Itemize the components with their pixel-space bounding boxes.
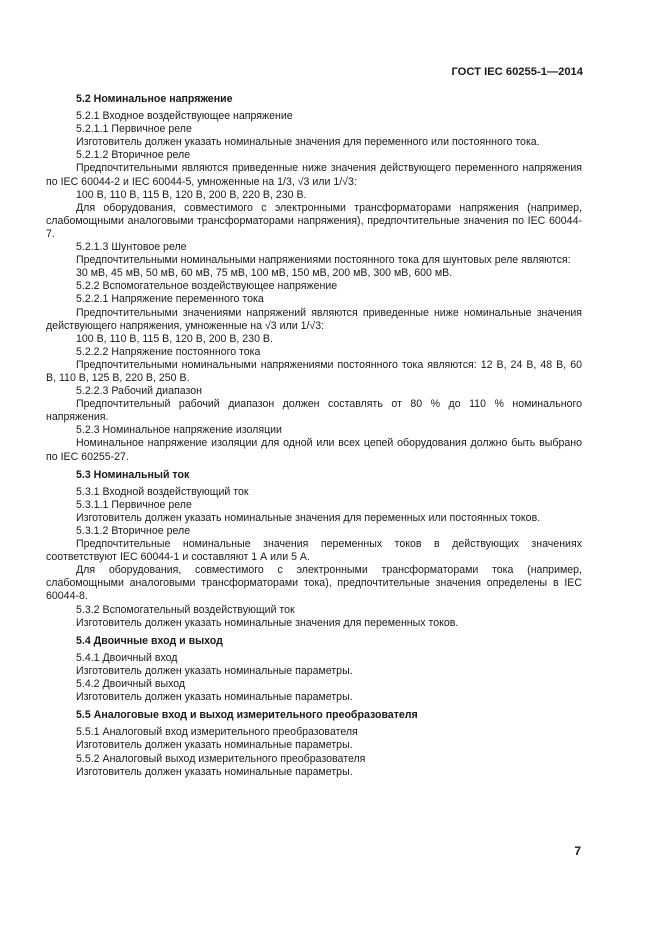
section-heading: 5.4 Двоичные вход и выход (76, 634, 223, 647)
paragraph: Изготовитель должен указать номинальные значения для переменного или постоянного тока. (76, 136, 540, 149)
paragraph: 5.2.1.3 Шунтовое реле (76, 241, 187, 254)
paragraph: Для оборудования, совместимого с электронными трансформаторами напряжения (например, слабомощными аналоговыми трансформаторами напряжения), предпочтительные значения по IEC 60044-7. (46, 201, 582, 240)
paragraph: 100 В, 110 В, 115 В, 120 В, 200 В, 220 В, 230 В. (76, 188, 307, 201)
paragraph: Изготовитель должен указать номинальные параметры. (76, 691, 353, 704)
paragraph: Изготовитель должен указать номинальные значения для переменных или постоянных токов. (76, 511, 541, 524)
paragraph: 5.3.1 Входной воздействующий ток (76, 485, 249, 498)
page-number: 7 (574, 844, 581, 858)
paragraph: 5.5.1 Аналоговый вход измерительного преобразователя (76, 726, 358, 739)
paragraph: Предпочтительный рабочий диапазон должен составлять от 80 % до 110 % номинального напряжения. (46, 398, 582, 424)
paragraph: 5.3.1.1 Первичное реле (76, 498, 192, 511)
paragraph: 100 В, 110 В, 115 В, 120 В, 200 В, 230 В. (76, 332, 273, 345)
paragraph: Предпочтительными номинальными напряжениями постоянного тока являются: 12 В, 24 В, 48 В, 60 В, 110 В, 125 В, 220 В, 250 В. (46, 358, 582, 384)
paragraph: 5.3.1.2 Вторичное реле (76, 525, 191, 537)
paragraph: 5.2.2.1 Напряжение переменного тока (76, 293, 264, 306)
document-body (46, 93, 582, 779)
section-heading: 5.2 Номинальное напряжение (76, 93, 233, 105)
paragraph: 5.3.2 Вспомогательный воздействующий ток (76, 603, 295, 616)
paragraph: Предпочтительными значениями напряжений являются приведенные ниже номинальные значения действующего напряжения, умноженные на √3 или 1/√3: (46, 306, 582, 332)
paragraph: Предпочтительные номинальные значения переменных токов в действующих значениях соответствуют IEC 60044-1 и составляют 1 А или 5 А. (46, 538, 582, 564)
paragraph: 5.2.3 Номинальное напряжение изоляции (76, 424, 282, 437)
paragraph: 5.2.2.3 Рабочий диапазон (76, 385, 202, 398)
paragraph: Изготовитель должен указать номинальные параметры. (76, 765, 353, 778)
standard-header: ГОСТ IEC 60255-1—2014 (451, 66, 583, 78)
paragraph: Изготовитель должен указать номинальные параметры. (76, 739, 353, 752)
paragraph: Номинальное напряжение изоляции для одной или всех цепей оборудования должно быть выбрано по IEC 60255-27. (46, 437, 582, 463)
paragraph: Изготовитель должен указать номинальные параметры. (76, 664, 353, 677)
paragraph: 5.2.1.1 Первичное реле (76, 123, 192, 136)
section-heading: 5.3 Номинальный ток (76, 468, 190, 481)
paragraph: 5.2.2.2 Напряжение постоянного тока (76, 345, 261, 358)
section-heading: 5.5 Аналоговые вход и выход измерительного преобразователя (76, 709, 418, 722)
paragraph: 5.4.1 Двоичный вход (76, 651, 178, 664)
paragraph: 5.4.2 Двоичный выход (76, 678, 186, 691)
paragraph: 5.2.1 Входное воздействующее напряжение (76, 110, 293, 123)
paragraph: Предпочтительными номинальными напряжениями постоянного тока для шунтовых реле являются: (76, 254, 571, 267)
paragraph: 5.5.2 Аналоговый выход измерительного преобразователя (76, 752, 366, 765)
paragraph: Предпочтительными являются приведенные ниже значения действующего переменного напряжения по IEC 60044-2 и IEC 60044-5, умноженные на 1/3, √3 или 1/√3: (46, 162, 582, 188)
paragraph: Изготовитель должен указать номинальные значения для переменных токов. (76, 616, 459, 629)
paragraph: 30 мВ, 45 мВ, 50 мВ, 60 мВ, 75 мВ, 100 мВ, 150 мВ, 200 мВ, 300 мВ, 600 мВ. (76, 267, 453, 280)
paragraph: 5.2.1.2 Вторичное реле (76, 149, 191, 162)
paragraph: 5.2.2 Вспомогательное воздействующее напряжение (76, 280, 338, 293)
paragraph: Для оборудования, совместимого с электронными трансформаторами тока (например, слабомощными аналоговыми трансформаторами тока), предпочтительные значения определены в IEC 60044-8. (46, 564, 582, 603)
